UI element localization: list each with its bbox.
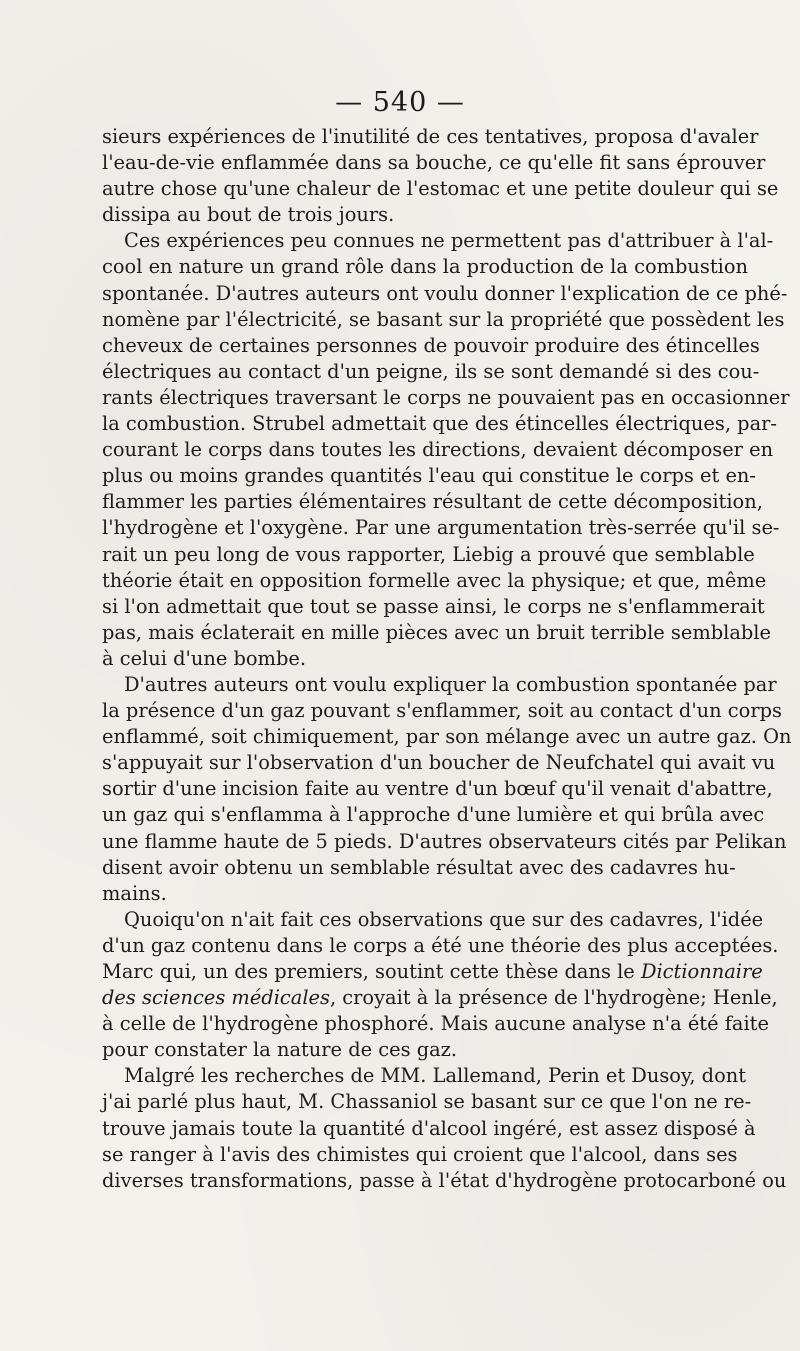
line-text: dissipa au bout de trois jours. bbox=[102, 203, 395, 227]
line-text: mains. bbox=[102, 881, 167, 905]
line-text: une flamme haute de 5 pieds. D'autres observateurs cités par Pelikan bbox=[102, 829, 787, 853]
line-text: Quoiqu'on n'ait fait ces observations que sur des cadavres, l'idée bbox=[124, 907, 764, 931]
line-text: trouve jamais toute la quantité d'alcool ingéré, est assez disposé à bbox=[102, 1116, 756, 1140]
line-text: rait un peu long de vous rapporter, Liebig a prouvé que semblable bbox=[102, 542, 755, 566]
text-line bbox=[102, 672, 777, 698]
text-line bbox=[102, 1089, 752, 1115]
text-line bbox=[102, 620, 771, 646]
text-line bbox=[102, 411, 777, 437]
line-text: plus ou moins grandes quantités l'eau qui constitue le corps et en- bbox=[102, 464, 756, 488]
text-line bbox=[102, 881, 722, 907]
line-text: enflammé, soit chimiquement, par son mélange avec un autre gaz. On bbox=[102, 725, 792, 749]
text-line bbox=[102, 907, 764, 933]
line-text: j'ai parlé plus haut, M. Chassaniol se basant sur ce que l'on ne re- bbox=[102, 1090, 752, 1114]
line-text: pour constater la nature de ces gaz. bbox=[102, 1038, 458, 1062]
text-line bbox=[102, 515, 780, 541]
text-line bbox=[102, 463, 756, 489]
text-line bbox=[102, 307, 785, 333]
line-text: électriques au contact d'un peigne, ils se sont demandé si des cou- bbox=[102, 359, 760, 383]
text-line bbox=[102, 150, 766, 176]
line-text: sieurs expériences de l'inutilité de ces tentatives, proposa d'avaler bbox=[102, 125, 759, 148]
line-text: à celle de l'hydrogène phosphoré. Mais aucune analyse n'a été faite bbox=[102, 1012, 769, 1036]
line-text: autre chose qu'une chaleur de l'estomac et une petite douleur qui se bbox=[102, 177, 779, 201]
text-line bbox=[102, 254, 749, 280]
text-line bbox=[102, 542, 755, 568]
text-line bbox=[102, 1011, 769, 1037]
text-line bbox=[102, 333, 760, 359]
line-text: si l'on admettait que tout se passe ainsi, le corps ne s'enflammerait bbox=[102, 594, 765, 618]
text-line bbox=[102, 228, 774, 254]
text-line bbox=[102, 124, 759, 150]
italic-title: des sciences médicales bbox=[102, 986, 330, 1010]
text-line bbox=[102, 985, 778, 1011]
text-line bbox=[102, 489, 763, 515]
line-text: la combustion. Strubel admettait que des étincelles électriques, par- bbox=[102, 412, 777, 436]
line-text: D'autres auteurs ont voulu expliquer la combustion spontanée par bbox=[124, 672, 777, 696]
text-line bbox=[102, 202, 722, 228]
text-line bbox=[102, 281, 788, 307]
text-line bbox=[102, 385, 790, 411]
line-text: se ranger à l'avis des chimistes qui croient que l'alcool, dans ses bbox=[102, 1142, 738, 1166]
line-text: cheveux de certaines personnes de pouvoir produire des étincelles bbox=[102, 333, 760, 357]
line-text: d'un gaz contenu dans le corps a été une théorie des plus acceptées. bbox=[102, 933, 779, 957]
text-line bbox=[102, 359, 760, 385]
text-line bbox=[102, 646, 722, 672]
body-text bbox=[102, 124, 792, 1194]
text-line bbox=[102, 568, 767, 594]
text-line bbox=[102, 698, 782, 724]
line-text: sortir d'une incision faite au ventre d'un bœuf qu'il venait d'abattre, bbox=[102, 777, 773, 801]
line-text: Ces expériences peu connues ne permettent pas d'attribuer à l'al- bbox=[124, 229, 774, 253]
line-text: diverses transformations, passe à l'état d'hydrogène protocarboné ou bbox=[102, 1168, 787, 1192]
text-line bbox=[102, 855, 736, 881]
text-line bbox=[102, 1116, 756, 1142]
line-text: à celui d'une bombe. bbox=[102, 646, 306, 670]
text-line bbox=[102, 1063, 747, 1089]
line-text: disent avoir obtenu un semblable résultat avec des cadavres hu- bbox=[102, 855, 736, 879]
text-line bbox=[102, 959, 763, 985]
text-line bbox=[102, 594, 765, 620]
text-line bbox=[102, 802, 765, 828]
line-text: pas, mais éclaterait en mille pièces avec un bruit terrible semblable bbox=[102, 620, 771, 644]
line-text: théorie était en opposition formelle avec la physique; et que, même bbox=[102, 568, 767, 592]
line-text: cool en nature un grand rôle dans la production de la combustion bbox=[102, 255, 749, 279]
line-text: la présence d'un gaz pouvant s'enflammer, soit au contact d'un corps bbox=[102, 699, 782, 723]
text-line bbox=[102, 1037, 722, 1063]
line-text: Marc qui, un des premiers, soutint cette thèse dans le bbox=[102, 960, 641, 983]
line-text: s'appuyait sur l'observation d'un boucher de Neufchatel qui avait vu bbox=[102, 751, 776, 775]
text-line bbox=[102, 176, 779, 202]
line-text: l'eau-de-vie enflammée dans sa bouche, ce qu'elle fit sans éprouver bbox=[102, 151, 766, 175]
line-text: nomène par l'électricité, se basant sur la propriété que possèdent les bbox=[102, 307, 785, 331]
text-line bbox=[102, 776, 773, 802]
line-text: Malgré les recherches de MM. Lallemand, Perin et Dusoy, dont bbox=[124, 1064, 747, 1088]
italic-title: Dictionnaire bbox=[640, 960, 763, 983]
text-line bbox=[102, 724, 792, 750]
line-text: un gaz qui s'enflamma à l'approche d'une lumière et qui brûla avec bbox=[102, 803, 765, 827]
line-text: l'hydrogène et l'oxygène. Par une argumentation très-serrée qu'il se- bbox=[102, 516, 780, 540]
text-line bbox=[102, 829, 787, 855]
line-text: flammer les parties élémentaires résultant de cette décomposition, bbox=[102, 490, 763, 514]
text-line bbox=[102, 1142, 738, 1168]
line-text: courant le corps dans toutes les directions, devaient décomposer en bbox=[102, 438, 774, 462]
line-text: , croyait à la présence de l'hydrogène; Henle, bbox=[329, 986, 778, 1010]
text-line bbox=[102, 933, 779, 959]
text-line bbox=[102, 750, 776, 776]
line-text: spontanée. D'autres auteurs ont voulu donner l'explication de ce phé- bbox=[102, 281, 788, 305]
text-line bbox=[102, 1168, 787, 1194]
text-line bbox=[102, 437, 774, 463]
line-text: rants électriques traversant le corps ne pouvaient pas en occasionner bbox=[102, 385, 790, 409]
page-number-header: — 540 — bbox=[335, 87, 465, 118]
